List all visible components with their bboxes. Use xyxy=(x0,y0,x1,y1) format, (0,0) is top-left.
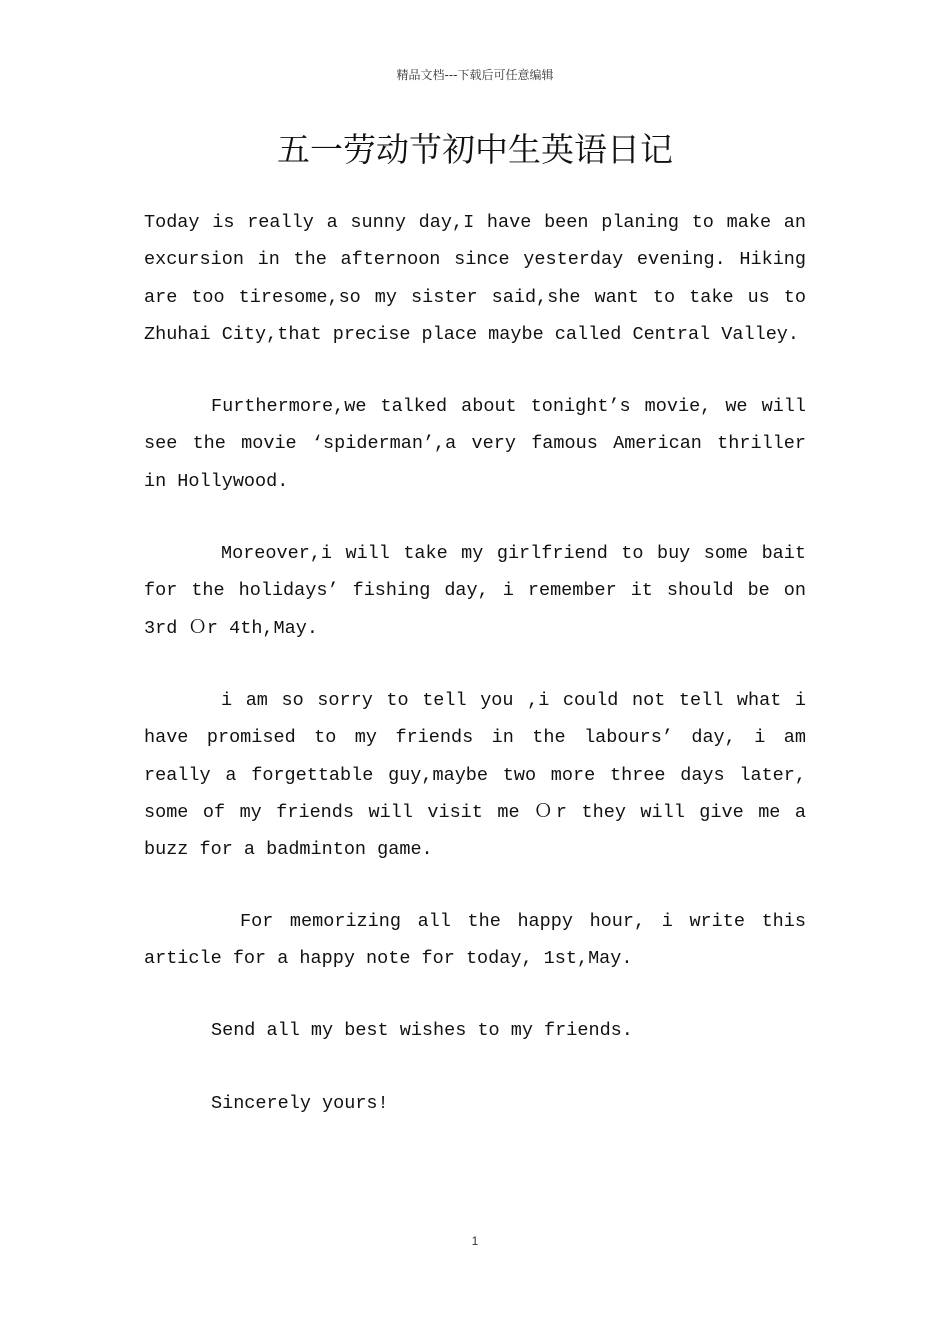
paragraph-6-block xyxy=(144,1012,806,1049)
paragraph-2-block xyxy=(144,388,806,500)
paragraph-5-block xyxy=(144,903,806,978)
paragraph-3-block xyxy=(144,535,806,647)
paragraph-4-block xyxy=(144,682,806,868)
paragraph-7-block xyxy=(144,1085,806,1122)
paragraph-3: Moreover,i will take my girlfriend to buy some bait for the holidays’ fishing day, i remember it should be on 3rd Ｏr 4th,May. xyxy=(144,543,806,639)
paragraph-5: For memorizing all the happy hour, i write this article for a happy note for today, 1st,May. xyxy=(144,911,806,970)
page-header: 精品文档---下载后可任意编辑 xyxy=(396,68,554,82)
paragraph-2: Furthermore,we talked about tonight’s movie, we will see the movie ‘spiderman’,a very famous American thriller in Hollywood. xyxy=(144,396,806,492)
paragraph-1: Today is really a sunny day,I have been planing to make an excursion in the afternoon since yesterday evening. Hiking are too tiresome,so my sister said,she want to take us to Zhuhai City,that precise place maybe called Central Valley. xyxy=(144,212,806,345)
closing-line: Sincerely yours! xyxy=(211,1093,389,1114)
paragraph-6: Send all my best wishes to my friends. xyxy=(211,1020,633,1041)
paragraph-4: i am so sorry to tell you ,i could not tell what i have promised to my friends in the labours’ day, i am really a forgettable guy,maybe two more three days later, some of my friends will visit me Ｏr they will give me a buzz for a badminton game. xyxy=(144,690,806,861)
paragraph-1-block xyxy=(144,204,806,353)
page-number: 1 xyxy=(471,1234,479,1248)
document-title: 五一劳动节初中生英语日记 xyxy=(277,130,673,169)
